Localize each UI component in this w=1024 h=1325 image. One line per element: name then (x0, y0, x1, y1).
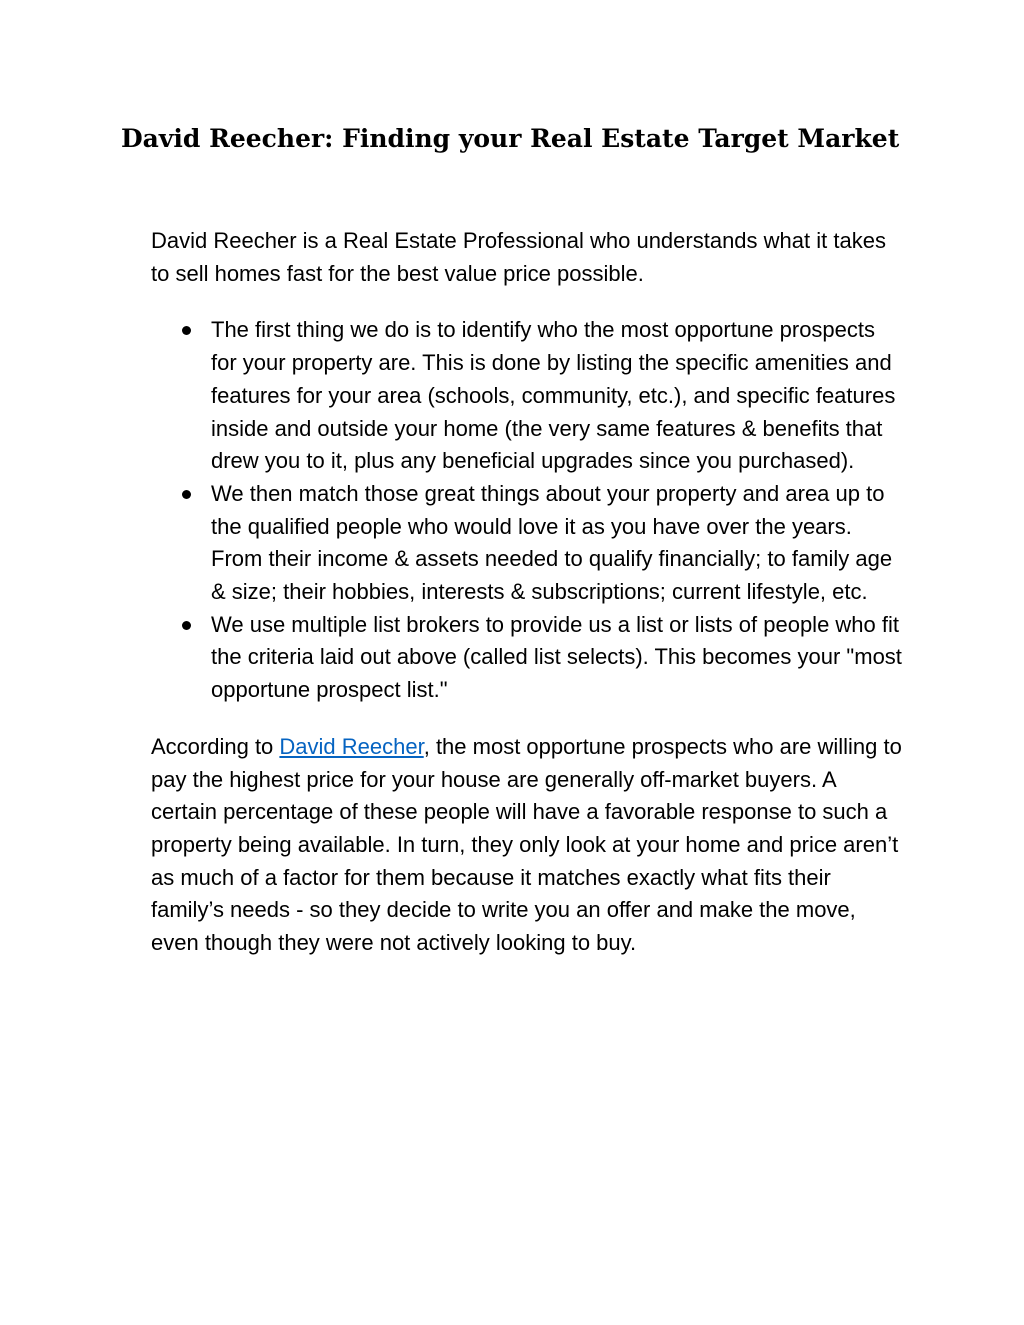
bullet-icon (182, 490, 191, 499)
list-item-text: The first thing we do is to identify who the most opportune prospects for your property are. This is done by listing the specific amenities and features for your area (schools, community, etc.), and specific features inside and outside your home (the very same features & benefits that drew you to it, plus any beneficial upgrades since you purchased). (211, 317, 896, 474)
list-item (151, 314, 906, 478)
closing-text-after: , the most opportune prospects who are willing to pay the highest price for your house are generally off-market buyers. A certain percentage of these people will have a favorable response to such a property being available. In turn, they only look at your home and price aren’t as much of a factor for them because it matches exactly what fits their family’s needs - so they decide to write you an offer and make the move, even though they were not actively looking to buy. (151, 733, 902, 956)
closing-paragraph (151, 731, 906, 960)
closing-text-before: According to (151, 733, 280, 759)
list-item (151, 478, 906, 609)
intro-paragraph: David Reecher is a Real Estate Professional who understands what it takes to sell homes fast for the best value price possible. (151, 228, 886, 286)
document-title: David Reecher: Finding your Real Estate Target Market (121, 124, 900, 153)
list-item-text: We then match those great things about your property and area up to the qualified people who would love it as you have over the years. From their income & assets needed to qualify financially; to family age & size; their hobbies, interests & subscriptions; current lifestyle, etc. (211, 480, 893, 605)
bullet-list (151, 314, 906, 706)
bullet-icon (182, 621, 191, 630)
david-reecher-link[interactable]: David Reecher (279, 733, 424, 759)
bullet-icon (182, 326, 191, 335)
list-item-text: We use multiple list brokers to provide us a list or lists of people who fit the criteria laid out above (called list selects). This becomes your "most opportune prospect list." (211, 611, 902, 703)
list-item (151, 609, 906, 707)
document-body (151, 225, 906, 960)
